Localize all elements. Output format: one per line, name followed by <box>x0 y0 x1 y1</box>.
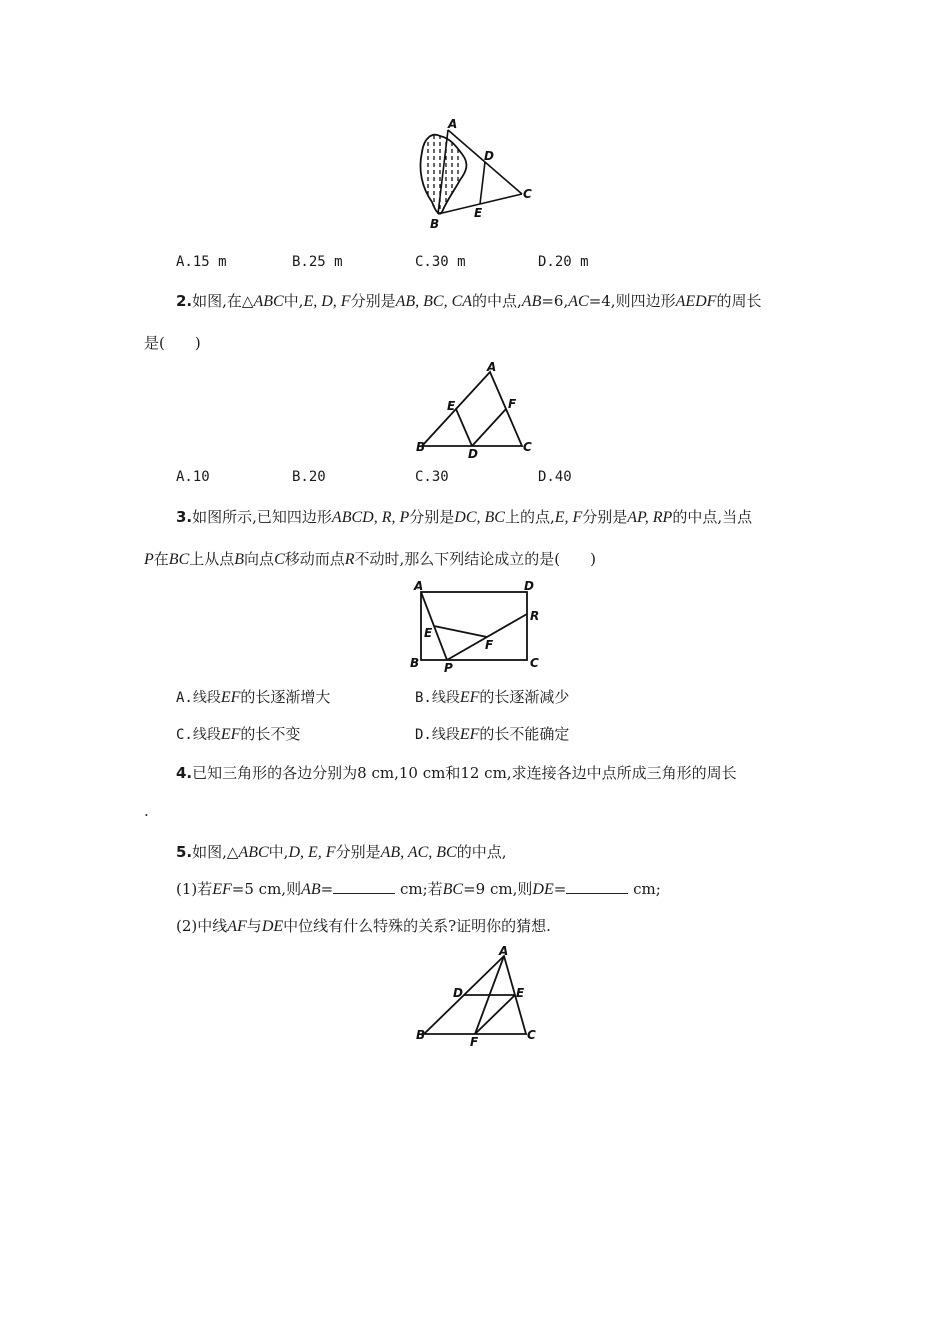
label-q5-C: C <box>527 1028 536 1042</box>
label-q3-C: C <box>530 656 539 670</box>
q3-number: 3. <box>176 508 193 526</box>
q3-option-d-ef: EF <box>459 726 480 743</box>
q1-option-a: A.15 m <box>176 254 227 270</box>
q2-option-a: A.10 <box>176 469 210 485</box>
q3-option-a <box>176 686 330 707</box>
q2-abc: ABC <box>253 293 284 310</box>
q3-option-b-suffix: 的长逐渐减少 <box>479 688 570 706</box>
q5-text-c: 分别是 <box>335 843 381 861</box>
q5-p1-a: (1)若 <box>176 880 213 898</box>
figure-q5-triangle <box>410 944 545 1049</box>
label-q3-B: B <box>410 656 420 670</box>
q5-number: 5. <box>176 843 193 861</box>
label-q1-D: D <box>484 149 494 163</box>
q3-text-d: 分别是 <box>582 508 628 526</box>
label-q2-D: D <box>468 447 478 460</box>
q2-text-d: 的中点, <box>472 292 522 310</box>
q2-ac-val: =4,则四边形 <box>588 292 676 310</box>
label-q3-P: P <box>444 661 453 675</box>
q3-option-d-prefix: D.线段 <box>415 727 460 743</box>
q3-option-b-prefix: B.线段 <box>415 690 460 706</box>
q2-ab-val: =6, <box>541 292 569 310</box>
label-q3-R: R <box>530 609 540 623</box>
q5-ab: AB <box>301 881 321 898</box>
q3-text-i: 移动而点 <box>284 550 345 568</box>
q5-ef: EF <box>212 881 232 898</box>
q5-p1-g: cm; <box>628 880 661 898</box>
q3-c: C <box>274 551 285 568</box>
q5-p1-c: = <box>320 880 334 898</box>
q2-text-c: 分别是 <box>350 292 396 310</box>
q3-option-a-ef: EF <box>220 689 241 706</box>
q5-p1-d: cm;若 <box>395 880 443 898</box>
figure-q2-triangle <box>412 360 542 460</box>
q5-part1 <box>176 878 661 899</box>
q2-option-b: B.20 <box>292 469 326 485</box>
label-q2-B: B <box>416 440 426 454</box>
q5-blank-de[interactable] <box>566 881 628 894</box>
q3-option-c-suffix: 的长不变 <box>240 725 301 743</box>
q5-p1-f: = <box>553 880 567 898</box>
q3-text-a: 如图所示,已知四边形 <box>192 508 332 526</box>
q5-text-d: 的中点, <box>456 843 507 861</box>
label-q2-C: C <box>523 440 532 454</box>
q3-bc: BC <box>168 551 190 568</box>
q3-ef: E, F <box>554 509 583 526</box>
q3-option-a-prefix: A.线段 <box>176 690 221 706</box>
q4-stem-line2: . <box>144 802 149 820</box>
q3-abcd: ABCD, R, P <box>331 509 410 526</box>
label-q1-B: B <box>430 217 440 231</box>
q2-stem-line2: 是( ) <box>144 334 201 352</box>
q3-text-f: 在 <box>153 550 169 568</box>
q3-text-g: 上从点 <box>189 550 235 568</box>
q2-points: E, D, F <box>303 293 351 310</box>
q5-part2 <box>176 915 551 936</box>
label-q5-F: F <box>470 1035 479 1049</box>
q2-ab: AB <box>521 293 542 310</box>
q5-de: DE <box>532 881 554 898</box>
q3-option-a-suffix: 的长逐渐增大 <box>240 688 331 706</box>
q5-p2-b: 与 <box>246 917 262 935</box>
label-q1-C: C <box>523 187 532 201</box>
q2-option-d: D.40 <box>538 469 572 485</box>
q3-option-d <box>415 723 569 744</box>
q5-af: AF <box>227 918 247 935</box>
q1-option-c: C.30 m <box>415 254 466 270</box>
q3-stem-line2 <box>144 548 596 569</box>
q2-stem-line1 <box>176 290 761 311</box>
q5-p2-a: (2)中线 <box>176 917 228 935</box>
q5-bc: BC <box>442 881 464 898</box>
q5-text-b: 中, <box>268 843 289 861</box>
label-q3-D: D <box>524 579 534 593</box>
q2-number: 2. <box>176 292 193 310</box>
q3-text-b: 分别是 <box>409 508 455 526</box>
label-q5-E: E <box>516 986 525 1000</box>
q5-p1-e: =9 cm,则 <box>463 880 533 898</box>
label-q2-E: E <box>447 399 456 413</box>
q3-text-h: 向点 <box>244 550 275 568</box>
label-q3-E: E <box>424 626 433 640</box>
label-q2-F: F <box>508 397 517 411</box>
q3-b: B <box>234 551 245 568</box>
label-q5-A: A <box>499 944 509 958</box>
q3-text-c: 上的点, <box>504 508 555 526</box>
label-q3-A: A <box>414 579 424 593</box>
label-q1-E: E <box>474 206 483 220</box>
q4-number: 4. <box>176 764 193 782</box>
q3-option-b <box>415 686 569 707</box>
label-q3-F: F <box>485 638 494 652</box>
label-q5-B: B <box>416 1028 426 1042</box>
label-q1-A: A <box>448 118 458 131</box>
q4-stem-line1 <box>176 762 737 783</box>
label-q2-A: A <box>487 360 497 374</box>
label-q5-D: D <box>453 986 463 1000</box>
q3-option-c-ef: EF <box>220 726 241 743</box>
q3-option-c-prefix: C.线段 <box>176 727 221 743</box>
q5-p1-b: =5 cm,则 <box>231 880 302 898</box>
q3-text-e: 的中点,当点 <box>672 508 753 526</box>
q3-option-b-ef: EF <box>459 689 480 706</box>
q3-p: P <box>144 551 154 568</box>
q3-r: R <box>344 551 355 568</box>
q4-text: 已知三角形的各边分别为8 cm,10 cm和12 cm,求连接各边中点所成三角形的周长 <box>192 764 737 782</box>
figure-q3-rectangle <box>405 576 550 676</box>
q5-sides: AB, AC, BC <box>380 844 457 861</box>
q5-abc: ABC <box>238 844 269 861</box>
q2-sides: AB, BC, CA <box>395 293 473 310</box>
q2-text-b: 中, <box>283 292 304 310</box>
q2-ac: AC <box>568 293 589 310</box>
q3-option-d-suffix: 的长不能确定 <box>479 725 570 743</box>
q3-text-j: 不动时,那么下列结论成立的是( ) <box>354 550 597 568</box>
q5-de2: DE <box>261 918 284 935</box>
q2-option-c: C.30 <box>415 469 449 485</box>
q3-stem-line1 <box>176 506 752 527</box>
q3-dcbc: DC, BC <box>454 509 505 526</box>
figure-q1-pond <box>410 118 545 233</box>
q1-option-d: D.20 m <box>538 254 589 270</box>
q2-text-e: 的周长 <box>716 292 762 310</box>
q5-stem-line1 <box>176 841 507 862</box>
q2-aedf: AEDF <box>675 293 717 310</box>
q5-text-a: 如图,△ <box>192 843 239 861</box>
q3-option-c <box>176 723 300 744</box>
q2-text-a: 如图,在△ <box>192 292 254 310</box>
q5-blank-ab[interactable] <box>333 881 395 894</box>
q5-points: D, E, F <box>288 844 336 861</box>
q5-p2-c: 中位线有什么特殊的关系?证明你的猜想. <box>283 917 551 935</box>
q1-option-b: B.25 m <box>292 254 343 270</box>
q3-aprp: AP, RP <box>627 509 673 526</box>
